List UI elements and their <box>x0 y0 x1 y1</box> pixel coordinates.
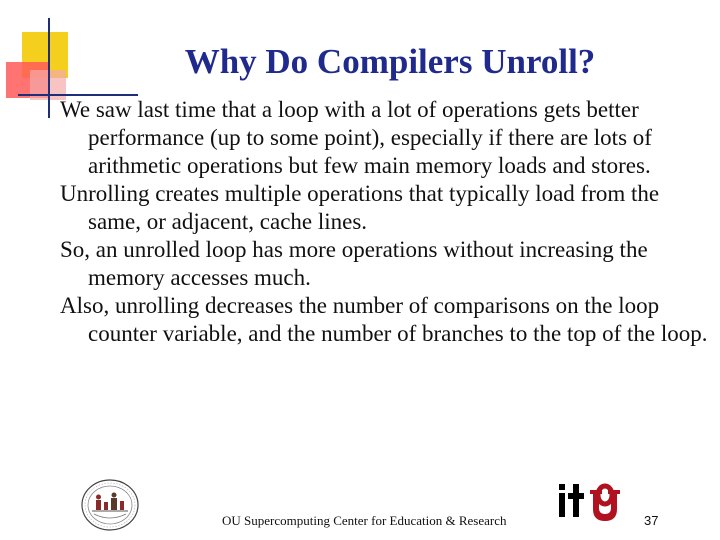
footer-text: OU Supercomputing Center for Education & Research <box>222 513 507 528</box>
it-ou-logo-icon <box>556 480 622 526</box>
bullet-item: We saw last time that a loop with a lot of operations gets better performance (up to some point), especially if there are lots of arithmetic operations but few main memory loads and stores. <box>60 97 652 178</box>
university-seal-icon <box>80 478 140 532</box>
bullet-list <box>60 96 710 348</box>
decor-vertical-line <box>48 18 50 118</box>
page-number: 37 <box>644 513 659 528</box>
slide-title: Why Do Compilers Unroll? <box>184 42 596 81</box>
bullet-item: So, an unrolled loop has more operations without increasing the memory accesses much. <box>60 237 648 290</box>
bullet-item: Unrolling creates multiple operations that typically load from the same, or adjacent, cache lines. <box>60 181 660 234</box>
bullet-item: Also, unrolling decreases the number of comparisons on the loop counter variable, and the number of branches to the top of the loop. <box>60 293 708 346</box>
